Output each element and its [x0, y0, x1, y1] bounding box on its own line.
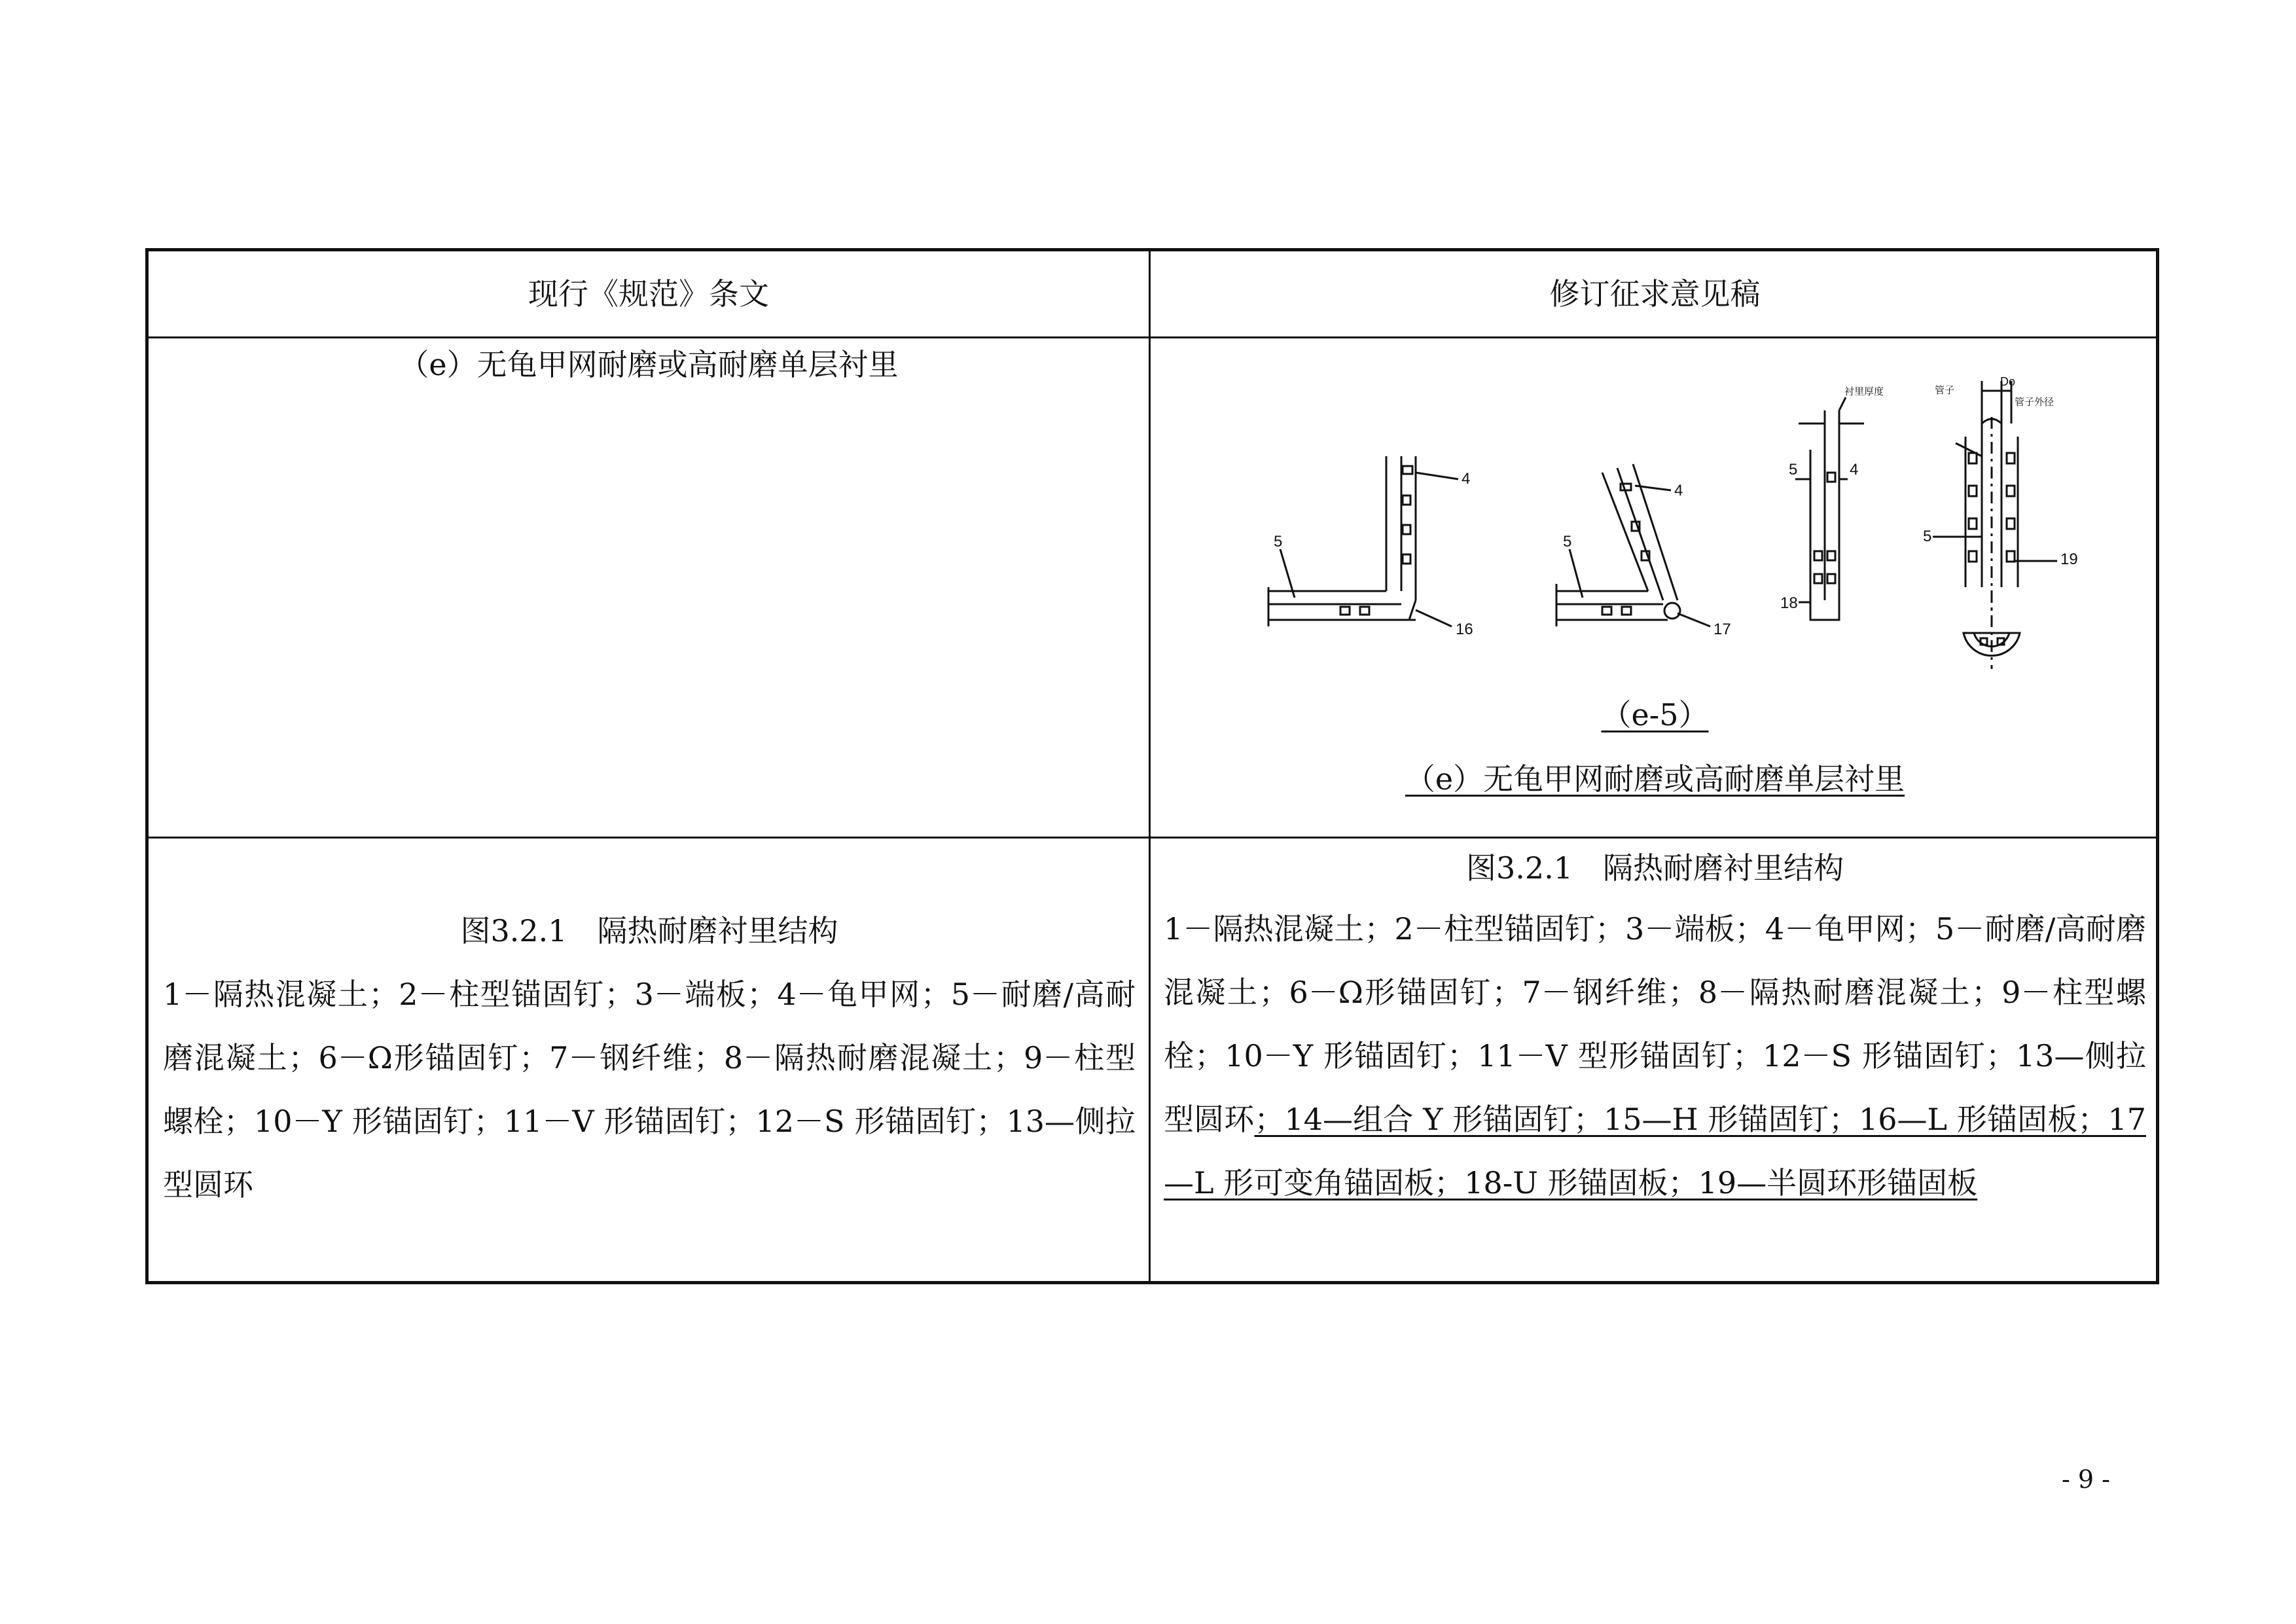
left-legend-block: [163, 899, 1136, 1217]
right-legend-block: [1164, 839, 2146, 1215]
right-figure-cell: [1151, 338, 2159, 837]
right-legend-paragraph: [1164, 897, 2146, 1215]
right-sub-caption: [1151, 693, 2159, 736]
header-revision-draft: 修订征求意见稿: [1549, 276, 1761, 312]
callout-c-4: 4: [1850, 461, 1859, 478]
right-figure-caption: [1151, 757, 2159, 801]
callout-b-5: 5: [1563, 533, 1572, 550]
callout-b-17: 17: [1713, 621, 1731, 638]
callout-a-5: 5: [1274, 533, 1283, 550]
diagram-semicircle-plate: [1933, 381, 2057, 669]
diagram-u-plate: [1795, 397, 1864, 620]
callout-c-5: 5: [1789, 461, 1798, 478]
callout-a-16: 16: [1456, 621, 1473, 638]
callout-d-5: 5: [1923, 528, 1932, 545]
right-legend-added-text: ；14—组合 Y 形锚固钉；15—H 形锚固钉；16—L 形锚固板；17—L 形可变角锚固板；18-U 形锚固板；19—半圆环形锚固板: [1164, 1102, 2147, 1200]
page-number: - 9 -: [2062, 1465, 2111, 1494]
callout-b-4: 4: [1674, 482, 1683, 499]
diagram-variable-angle-plate: [1556, 464, 1710, 626]
callout-c-18: 18: [1780, 594, 1798, 612]
dim-tube: 管子: [1935, 385, 1955, 396]
callout-d-19: 19: [2060, 550, 2078, 568]
diagram-l-plate: [1268, 456, 1458, 626]
dim-lining-thickness: 衬里厚度: [1844, 386, 1884, 397]
header-current-code: 现行《规范》条文: [528, 276, 769, 312]
dim-do: Do: [2000, 375, 2016, 388]
left-figure-caption: （e）无龟甲网耐磨或高耐磨单层衬里: [399, 347, 899, 382]
right-legend-text: 1－隔热混凝土；2－柱型锚固钉；3－端板；4－龟甲网；5－耐磨/高耐磨混凝土；6－Ω形锚固钉；7－钢纤维；8－隔热耐磨混凝土；9－柱型螺栓；10－Y 形锚固钉；11－V 型形锚固钉；12－S 形锚固钉；13—侧拉型圆环: [1164, 911, 2146, 1137]
left-legend-text: 1－隔热混凝土；2－柱型锚固钉；3－端板；4－龟甲网；5－耐磨/高耐磨混凝土；6－Ω形锚固钉；7－钢纤维；8－隔热耐磨混凝土；9－柱型螺栓；10－Y 形锚固钉；11－V 形锚固钉；12－S 形锚固钉；13—侧拉型圆环: [163, 977, 1136, 1202]
sub-caption-text: （e-5）: [1601, 697, 1709, 732]
comparison-table: [145, 248, 2159, 1284]
right-figure-title: 图3.2.1 隔热耐磨衬里结构: [1465, 850, 1844, 886]
left-figure-title: 图3.2.1 隔热耐磨衬里结构: [460, 913, 838, 948]
dim-outer-diameter: 管子外径: [2015, 397, 2054, 408]
callout-a-4: 4: [1462, 470, 1471, 488]
caption-text: （e）无龟甲网耐磨或高耐磨单层衬里: [1405, 761, 1905, 797]
